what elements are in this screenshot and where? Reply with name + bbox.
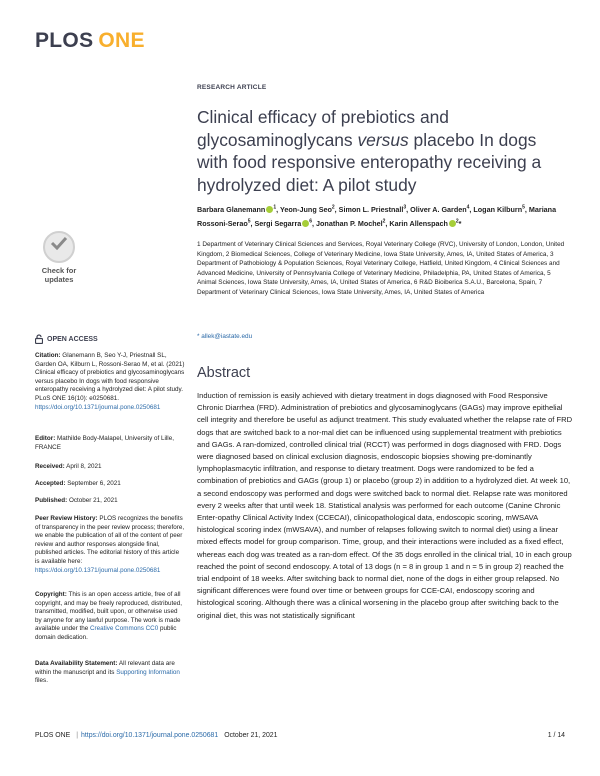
author-text: Simon L. Priestnall [338, 205, 404, 215]
published-date: October 21, 2021 [68, 497, 118, 504]
accepted-date: September 6, 2021 [67, 480, 121, 487]
author-separator: , [524, 205, 529, 215]
logo-one: ONE [98, 29, 145, 52]
published-block [35, 497, 185, 506]
copyright-text: This is an open access article, free of all copyright, and may be freely reproduced, distributed, transmitted, modified, built upon, or otherwise used by anyone for any lawful purpose. The work is made available under the [35, 591, 183, 633]
data-availability-label: Data Availability Statement: [35, 660, 118, 667]
author-separator: , [312, 218, 317, 228]
author-name[interactable] [197, 205, 280, 214]
creative-commons-link[interactable]: Creative Commons CC0 [89, 625, 159, 633]
orcid-icon[interactable] [449, 220, 456, 227]
check-for-updates-badge[interactable] [38, 231, 80, 289]
logo-plos: PLOS [35, 29, 94, 52]
author-text: Karin Allenspach [389, 218, 448, 228]
received-date: April 8, 2021 [66, 463, 102, 470]
journal-logo[interactable] [35, 29, 145, 53]
author-text: Sergi Segarra [254, 218, 302, 228]
author-list [197, 203, 567, 229]
check-updates-icon [43, 231, 75, 263]
article-title [197, 106, 567, 196]
author-affiliation-number: 4 [466, 205, 470, 211]
author-text: Logan Kilburn [473, 205, 523, 215]
author-affiliation-number: 3 [403, 205, 407, 211]
data-availability-tail: files. [35, 677, 48, 685]
author-separator: , [276, 205, 280, 215]
editor-text: Mathilde Body-Malapel, University of Lille, FRANCE [35, 435, 174, 451]
author-separator: , [406, 205, 411, 215]
author-affiliation-number: 5 [522, 205, 525, 211]
citation-doi-link[interactable]: https://doi.org/10.1371/journal.pone.0250681 [35, 403, 161, 411]
author-name[interactable] [280, 205, 339, 214]
open-access-label [35, 334, 98, 344]
author-name[interactable] [389, 219, 461, 228]
author-affiliation-number: 2 [382, 218, 386, 225]
author-separator: , [250, 218, 255, 228]
accepted-block [35, 480, 185, 489]
author-text: Mariana Rossoni-Serao [197, 205, 557, 228]
author-text: Barbara Glanemann [197, 205, 266, 215]
data-availability-text: All relevant data are within the manuscript and its [35, 660, 175, 676]
peer-review-doi-link[interactable]: https://doi.org/10.1371/journal.pone.0250681 [35, 566, 161, 574]
author-affiliation-number: 5 [247, 218, 251, 225]
citation-label: Citation: [35, 352, 61, 359]
affiliations: 1 Department of Veterinary Clinical Sciences and Services, Royal Veterinary College (RVC), University of London, London, United Kingdom, 2 Biomedical Sciences, College of Veterinary Medicine, Iowa State University, Ames, IA, United States of America, 3 Department of Pathobiology & Population Sciences, Royal Veterinary College, Hatfield, United Kingdom, 4 Clinical Sciences and Advanced Medicine, University of Pennsylvania College of Veterinary Medicine, Philadelphia, PA, United States of America, 5 Animal Sciences, Iowa State University, Ames, IA, United States of America, 6 R&D Bioiberica S.A.U., Barcelona, Spain, 7 Department of Veterinary Clinical Sciences, Iowa State University, Ames, IA, United States of America [197, 241, 565, 296]
author-name[interactable] [473, 205, 529, 214]
open-access-text: OPEN ACCESS [47, 335, 98, 343]
accepted-label: Accepted: [35, 480, 66, 487]
check-updates-label [38, 266, 80, 284]
data-availability-block [35, 660, 185, 686]
peer-review-text: PLOS recognizes the benefits of transparency in the peer review process; therefore, we enable the publication of all of the content of peer review and author responses alongside final, published articles. The editorial history of this article is available here: [35, 515, 185, 565]
author-affiliation-number: 2 [455, 218, 459, 225]
title-part1: Clinical efficacy of prebiotics and glycosaminoglycans [197, 107, 449, 150]
editor-label: Editor: [35, 435, 56, 442]
author-text: Oliver A. Garden [410, 205, 467, 215]
page-footer [35, 732, 565, 739]
author-affiliation-number: 2 [331, 205, 335, 211]
author-affiliation-number: 6 [309, 218, 313, 225]
badge-line2: updates [44, 275, 74, 284]
author-separator: * [458, 218, 462, 228]
author-separator: , [385, 218, 390, 228]
author-text: Yeon-Jung Seo [279, 205, 332, 215]
peer-review-block [35, 515, 185, 575]
copyright-tail: public domain dedication. [35, 625, 177, 641]
author-separator: , [334, 205, 339, 215]
corresponding-email[interactable]: * allek@iastate.edu [197, 333, 253, 340]
editor-block [35, 435, 185, 452]
author-name[interactable] [339, 205, 410, 214]
supporting-information-link[interactable]: Supporting Information [116, 668, 180, 676]
open-lock-icon [35, 334, 43, 344]
title-versus: versus [357, 129, 409, 150]
footer-journal: PLOS ONE [35, 732, 71, 739]
abstract-heading: Abstract [197, 365, 251, 381]
article-type: RESEARCH ARTICLE [197, 84, 267, 91]
citation-text: Glanemann B, Seo Y-J, Priestnall SL, Garden OA, Kilburn L, Rossoni-Serao M, et al. (2021) Clinical efficacy of prebiotics and glycosaminoglycans versus placebo In dogs with food responsive enteropathy receiving a hydrolyzed diet: A pilot study. PLoS ONE 16(10): e0250681. [35, 352, 185, 402]
page-number: 1 / 14 [547, 732, 565, 739]
received-label: Received: [35, 463, 65, 470]
citation-block [35, 352, 185, 412]
copyright-label: Copyright: [35, 591, 67, 598]
author-affiliation-number: 1 [273, 205, 277, 211]
published-label: Published: [35, 497, 68, 504]
received-block [35, 463, 185, 472]
footer-left: PLOS ONE | https://doi.org/10.1371/journal.pone.0250681 October 21, 2021 [35, 732, 278, 739]
title-part2: placebo In dogs with food responsive enteropathy receiving a hydrolyzed diet: A pilot study [197, 129, 542, 195]
footer-doi-link[interactable]: https://doi.org/10.1371/journal.pone.0250681 [81, 732, 219, 739]
copyright-block [35, 591, 185, 643]
abstract-text: Induction of remission is easily achieved with dietary treatment in dogs diagnosed with Food Responsive Chronic Diarrhea (FRD). Administration of prebiotics and glycosaminoglycans (GAGs) may improve epithelial cell integrity and therefore be useful as adjunct treatment. This study evaluated whether the relapse rate of FRD dogs that are switched back to a nor-mal diet can be influenced using supplemental treatment with prebiotics and GAGs. A ran-domized, controlled clinical trial (RCCT) was performed in dogs diagnosed with FRD. Dogs were diagnosed based on clinical exclusion diagnosis, endoscopic biopsies showing pre-dominantly lymphoplasmacytic infiltration, and response to dietary treatment. Dogs were randomized to be fed a combination of prebiotics and GAGs (group 1) or placebo (group 2) in addition to a hydrolyzed diet. At week 10, a second endoscopy was performed and dogs were switched back to normal diet. Relapse rate was monitored every 2 weeks after that until week 18. Statistical analysis was performed for each outcome (Canine Chronic Enter-opathy Clinical Activity Index (CCECAI), clinicopathological data, endoscopic scoring, mWSAVA histological scoring index (mWSAVA), and number of relapses following switch to normal diet) using a linear mixed effects model for group comparison. Time, group, and their interactions were included as a fixed effect, whereas each dog was treated as a ran-dom effect. Of the 35 dogs enrolled in the clinical trial, 10 in each group reached the point of second endoscopy. A total of 13 dogs (n = 8 in group 1 and n = 5 in group 2) reached the trial endpoint of 18 weeks. After switching back to normal diet, none of the dogs in either group relapsed. No significant differences were found over time or between groups for CCE-CAI, endoscopy scoring and histological scoring. Although there was a clinical worsening in the placebo group after switching back to the original diet, this was not statistically significant [197, 391, 573, 620]
author-separator: , [469, 205, 474, 215]
author-name[interactable] [316, 219, 389, 228]
badge-line1: Check for [41, 266, 77, 275]
peer-review-label: Peer Review History: [35, 515, 98, 522]
author-name[interactable] [255, 219, 317, 228]
author-name[interactable] [410, 205, 473, 214]
author-text: Jonathan P. Mochel [316, 218, 383, 228]
footer-date: October 21, 2021 [224, 732, 278, 739]
